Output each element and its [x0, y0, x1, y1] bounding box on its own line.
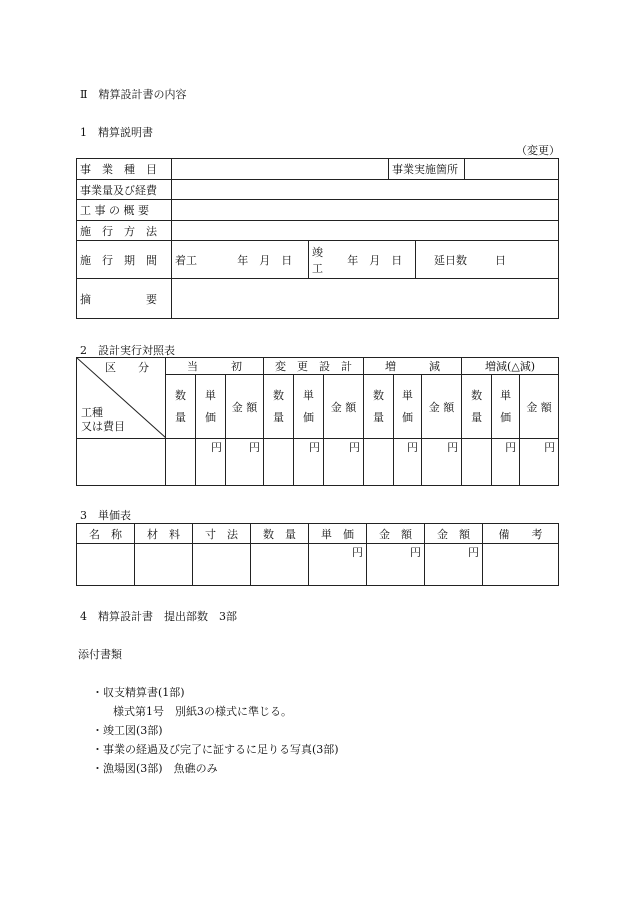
yen-cell[interactable]: 円	[425, 544, 483, 586]
label-tekiyo: 摘 要	[77, 279, 172, 319]
yen-cell[interactable]: 円	[394, 439, 422, 486]
group-zogen-minus: 増減(△減)	[462, 358, 559, 375]
shunko-date[interactable]: 年 月 日	[335, 241, 416, 279]
section2-title: 2 設計実行対照表	[80, 344, 175, 357]
unit-price-table	[76, 523, 559, 586]
group-zogen: 増 減	[364, 358, 462, 375]
data-cell[interactable]	[193, 544, 251, 586]
data-cell[interactable]	[364, 439, 394, 486]
col-kingaku: 金 額	[422, 375, 462, 439]
header-kingaku: 金 額	[367, 524, 425, 544]
page-heading: Ⅱ 精算設計書の内容	[80, 88, 187, 101]
header-sunpo: 寸 法	[193, 524, 251, 544]
label-koji-gaiyo: 工 事 の 概 要	[77, 200, 172, 221]
attachment-item: ・漁場図(3部) 魚礁のみ	[92, 762, 218, 775]
attachment-item: ・収支精算書(1部)	[92, 686, 185, 699]
section1-title: 1 精算説明書	[80, 126, 153, 139]
attachments-title: 添付書類	[78, 648, 122, 661]
yen-cell[interactable]: 円	[422, 439, 462, 486]
nobe-unit: 日	[495, 253, 506, 267]
yen-cell[interactable]: 円	[294, 439, 324, 486]
field-jigyo-kasho[interactable]	[465, 159, 559, 180]
field-jigyo-shumoku[interactable]	[172, 159, 389, 180]
attachment-item: ・竣工図(3部)	[92, 724, 163, 737]
data-cell[interactable]	[135, 544, 193, 586]
header-kingaku-2: 金 額	[425, 524, 483, 544]
label-seko-kikan: 施 行 期 間	[77, 241, 172, 279]
field-tekiyo[interactable]	[172, 279, 559, 319]
col-kingaku: 金 額	[226, 375, 264, 439]
chakko-date[interactable]: 年 月 日	[222, 241, 309, 279]
field-jigyoryo[interactable]	[172, 180, 559, 200]
yen-cell[interactable]: 円	[226, 439, 264, 486]
field-koji-gaiyo[interactable]	[172, 200, 559, 221]
col-kingaku: 金 額	[324, 375, 364, 439]
col-suryo: 数 量	[462, 375, 492, 439]
nobe-label: 延日数	[434, 253, 467, 267]
yen-cell[interactable]: 円	[520, 439, 559, 486]
data-cell[interactable]	[166, 439, 196, 486]
section4-title: 4 精算設計書 提出部数 3部	[80, 610, 237, 623]
attachment-subitem: 様式第1号 別紙3の様式に準じる。	[113, 705, 292, 718]
label-jigyoryo: 事業量及び経費	[77, 180, 172, 200]
field-seko-hoho[interactable]	[172, 221, 559, 241]
group-tosho: 当 初	[166, 358, 264, 375]
data-cell[interactable]	[77, 544, 135, 586]
col-tanka: 単 価	[294, 375, 324, 439]
col-suryo: 数 量	[166, 375, 196, 439]
label-jigyo-kasho: 事業実施箇所	[389, 159, 465, 180]
label-jigyo-shumoku: 事 業 種 目	[77, 159, 172, 180]
yen-cell[interactable]: 円	[492, 439, 520, 486]
chakko-label: 着工	[172, 241, 222, 279]
design-comparison-table	[76, 357, 559, 486]
col-tanka: 単 価	[196, 375, 226, 439]
data-cell[interactable]	[77, 439, 166, 486]
data-cell[interactable]	[264, 439, 294, 486]
header-biko: 備 考	[483, 524, 559, 544]
header-zairyo: 材 料	[135, 524, 193, 544]
data-cell[interactable]	[483, 544, 559, 586]
yen-cell[interactable]: 円	[196, 439, 226, 486]
header-meisho: 名 称	[77, 524, 135, 544]
change-note: （変更）	[516, 144, 560, 157]
kubun-header	[77, 358, 166, 439]
label-seko-hoho: 施 行 方 法	[77, 221, 172, 241]
shunko-label: 竣工	[309, 241, 335, 279]
yen-cell[interactable]: 円	[367, 544, 425, 586]
col-kingaku: 金 額	[520, 375, 559, 439]
header-tanka: 単 価	[309, 524, 367, 544]
group-henko: 変 更 設 計	[264, 358, 364, 375]
yen-cell[interactable]: 円	[324, 439, 364, 486]
header-suryo: 数 量	[251, 524, 309, 544]
hiyo-label: 又は費目	[81, 420, 125, 433]
nobe-nissu[interactable]	[416, 241, 559, 279]
col-tanka: 単 価	[492, 375, 520, 439]
koshu-label: 工種	[81, 406, 103, 419]
kubun-label: 区 分	[105, 361, 149, 374]
col-suryo: 数 量	[364, 375, 394, 439]
section3-title: 3 単価表	[80, 509, 131, 522]
col-tanka: 単 価	[394, 375, 422, 439]
yen-cell[interactable]: 円	[309, 544, 367, 586]
data-cell[interactable]	[462, 439, 492, 486]
settlement-description-table	[76, 158, 559, 319]
data-cell[interactable]	[251, 544, 309, 586]
col-suryo: 数 量	[264, 375, 294, 439]
attachment-item: ・事業の経過及び完了に証するに足りる写真(3部)	[92, 743, 339, 756]
